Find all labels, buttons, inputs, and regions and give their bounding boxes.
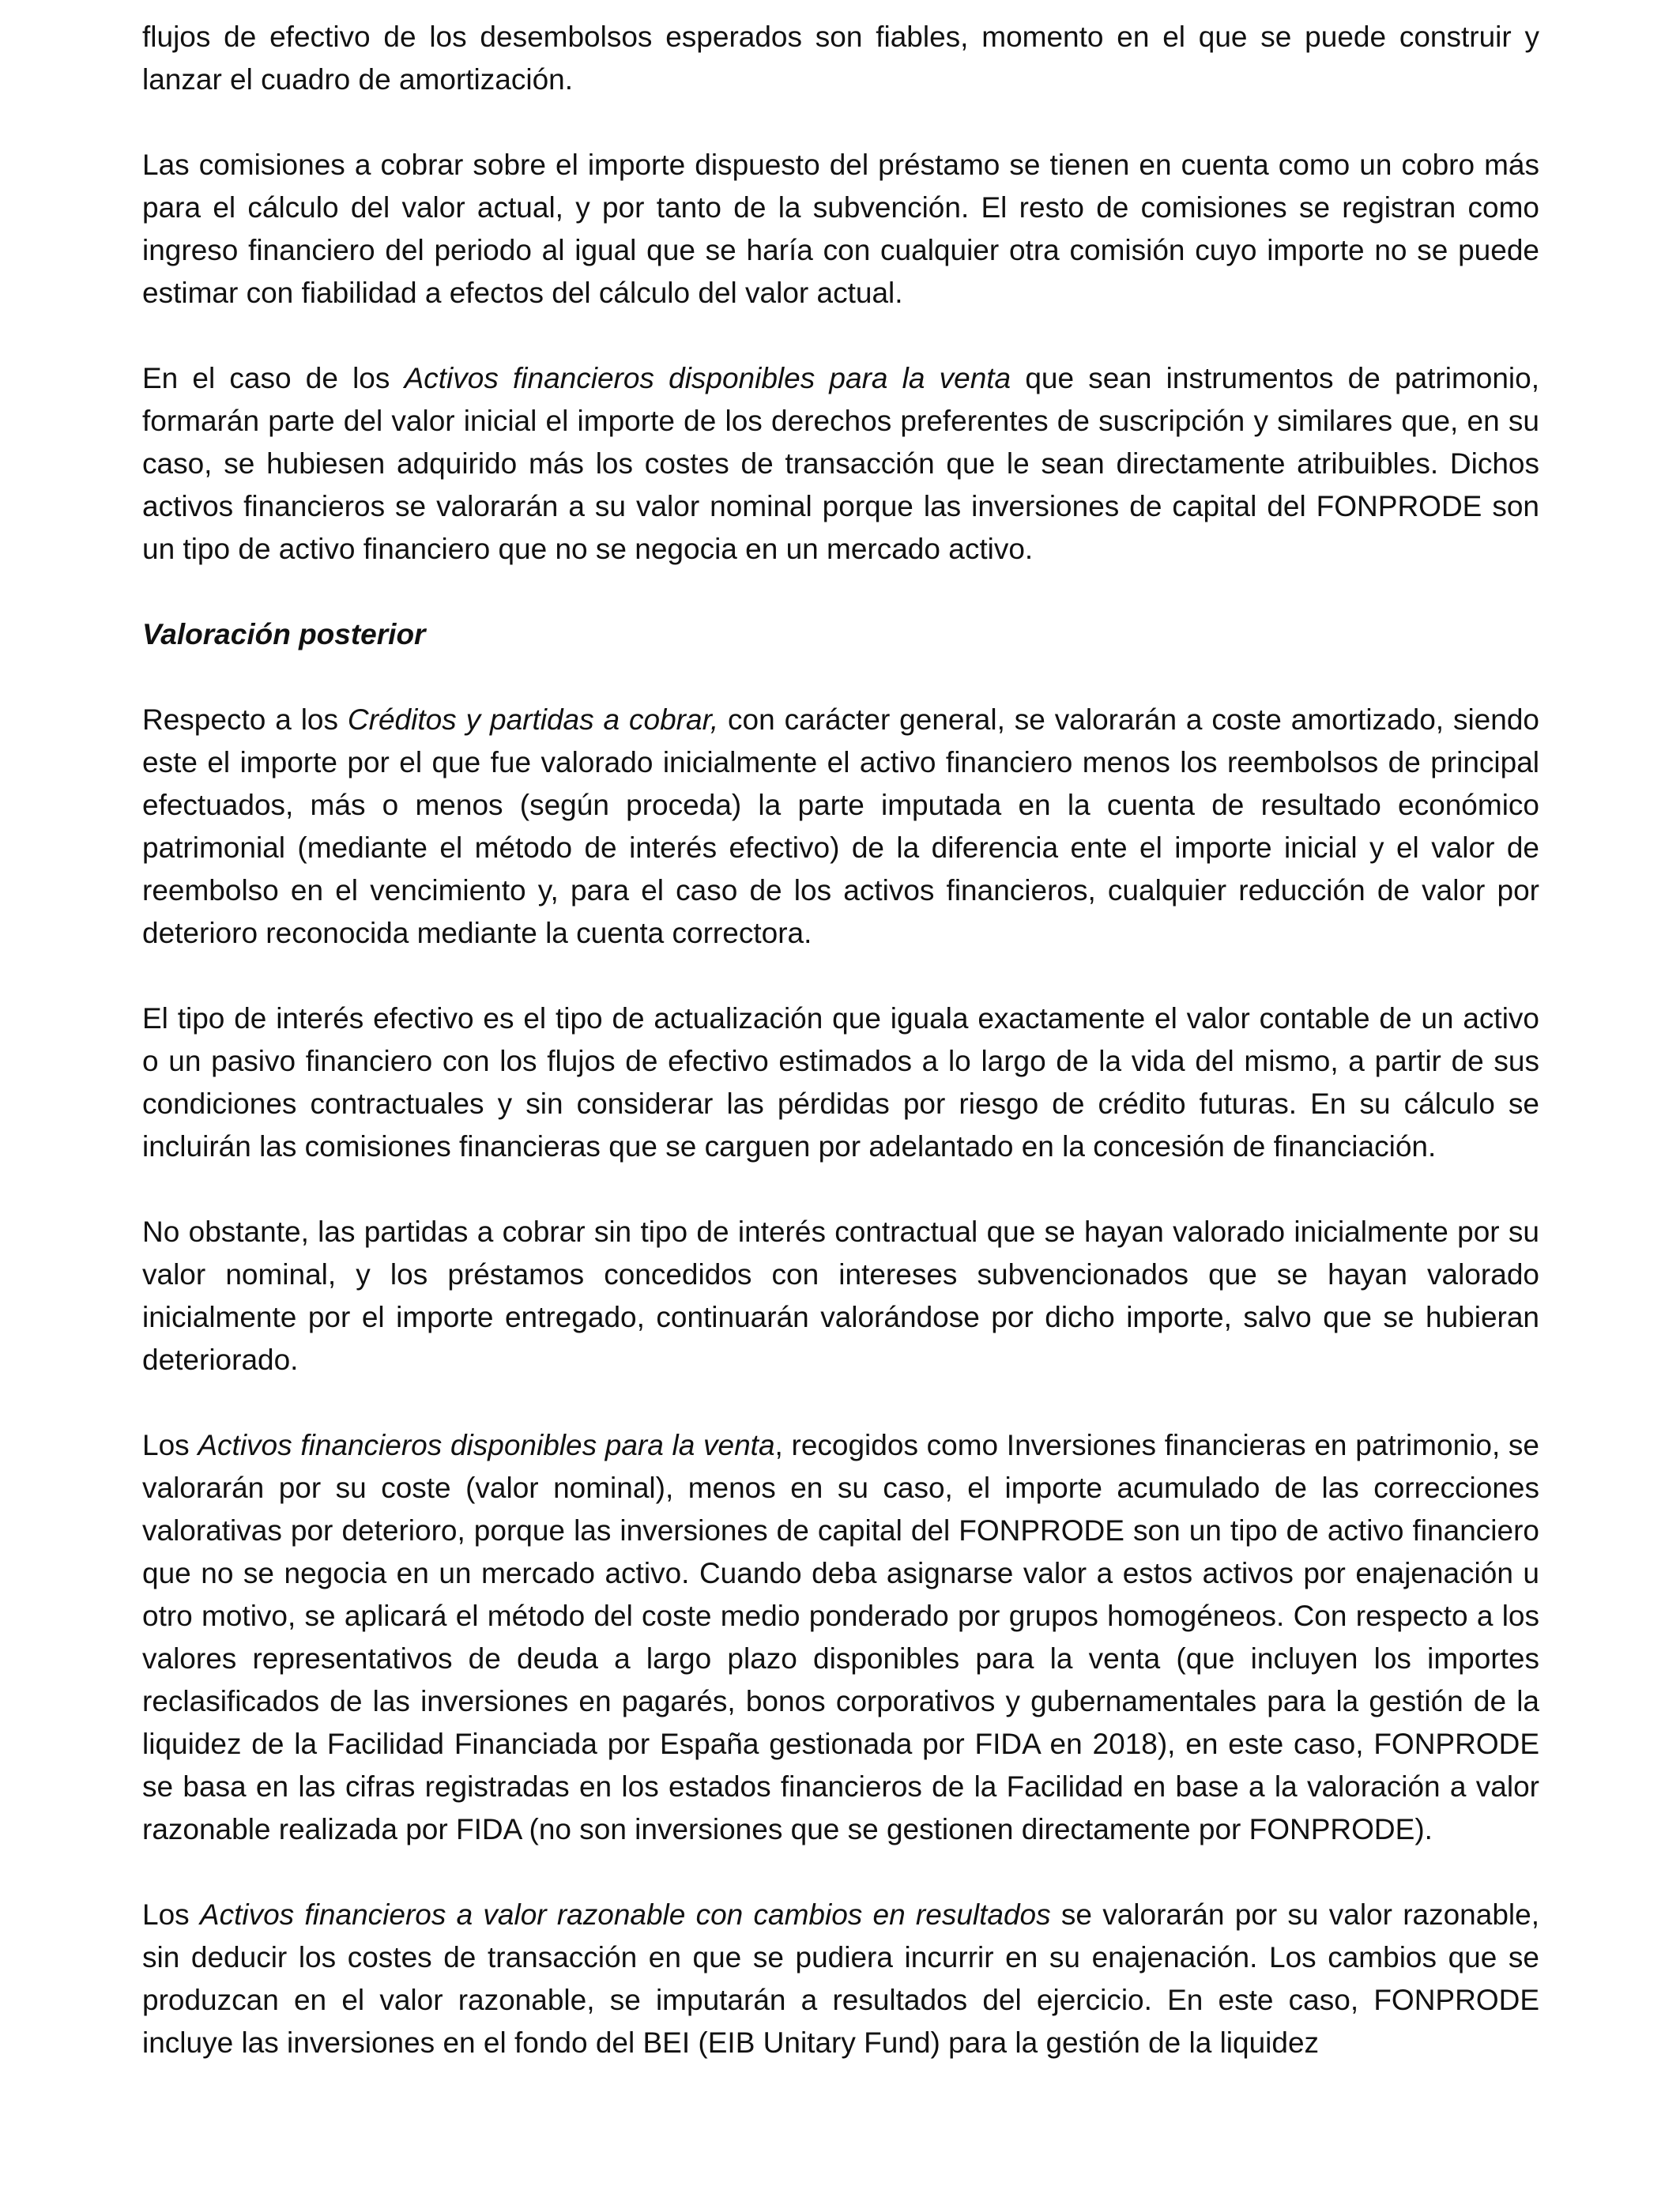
paragraph-7 bbox=[142, 1424, 1539, 1851]
section-heading bbox=[142, 613, 1539, 656]
heading-text: Valoración posterior bbox=[142, 618, 426, 650]
paragraph-8 bbox=[142, 1894, 1539, 2064]
text-segment: Las comisiones a cobrar sobre el importe dispuesto del préstamo se tienen en cuenta como un cobro más para el cálculo del valor actual, y por tanto de la subvención. El resto de comisiones se registran como ingreso financiero del periodo al igual que se haría con cualquier otra comisión cuyo importe no se puede estimar con fiabilidad a efectos del cálculo del valor actual. bbox=[142, 149, 1539, 309]
text-segment: Los bbox=[142, 1429, 198, 1461]
italic-term: Activos financieros disponibles para la venta bbox=[198, 1429, 775, 1461]
text-segment: En el caso de los bbox=[142, 362, 405, 394]
text-segment: con carácter general, se valorarán a coste amortizado, siendo este el importe por el que fue valorado inicialmente el activo financiero menos los reembolsos de principal efectuados, más o menos (según proceda) la parte imputada en la cuenta de resultado económico patrimonial (mediante el método de interés efectivo) de la diferencia ente el importe inicial y el valor de reembolso en el vencimiento y, para el caso de los activos financieros, cualquier reducción de valor por deterioro reconocida mediante la cuenta correctora. bbox=[142, 703, 1539, 949]
paragraph-5 bbox=[142, 997, 1539, 1168]
italic-term: Activos financieros disponibles para la venta bbox=[404, 362, 1011, 394]
paragraph-1 bbox=[142, 16, 1539, 101]
italic-term: Créditos y partidas a cobrar, bbox=[347, 703, 719, 736]
paragraph-4 bbox=[142, 699, 1539, 955]
text-segment: que sean instrumentos de patrimonio, formarán parte del valor inicial el importe de los derechos preferentes de suscripción y similares que, en su caso, se hubiesen adquirido más los costes de transacción que le sean directamente atribuibles. Dichos activos financieros se valorarán a su valor nominal porque las inversiones de capital del FONPRODE son un tipo de activo financiero que no se negocia en un mercado activo. bbox=[142, 362, 1539, 565]
paragraph-2 bbox=[142, 144, 1539, 315]
paragraph-6 bbox=[142, 1211, 1539, 1382]
text-segment: , recogidos como Inversiones financieras en patrimonio, se valorarán por su coste (valor nominal), menos en su caso, el importe acumulado de las correcciones valorativas por deterioro, porque las inversiones de capital del FONPRODE son un tipo de activo financiero que no se negocia en un mercado activo. Cuando deba asignarse valor a estos activos por enajenación u otro motivo, se aplicará el método del coste medio ponderado por grupos homogéneos. Con respecto a los valores representativos de deuda a largo plazo disponibles para la venta (que incluyen los importes reclasificados de las inversiones en pagarés, bonos corporativos y gubernamentales para la gestión de la liquidez de la Facilidad Financiada por España gestionada por FIDA en 2018), en este caso, FONPRODE se basa en las cifras registradas en los estados financieros de la Facilidad en base a la valoración a valor razonable realizada por FIDA (no son inversiones que se gestionen directamente por FONPRODE). bbox=[142, 1429, 1539, 1845]
text-segment: Respecto a los bbox=[142, 703, 348, 736]
text-segment: flujos de efectivo de los desembolsos esperados son fiables, momento en el que se puede construir y lanzar el cuadro de amortización. bbox=[142, 21, 1539, 96]
text-segment: Los bbox=[142, 1898, 200, 1931]
italic-term: Activos financieros a valor razonable con cambios en resultados bbox=[199, 1898, 1051, 1931]
text-segment: se valorarán por su valor razonable, sin deducir los costes de transacción en que se pudiera incurrir en su enajenación. Los cambios que se produzcan en el valor razonable, se imputarán a resultados del ejercicio. En este caso, FONPRODE incluye las inversiones en el fondo del BEI (EIB Unitary Fund) para la gestión de la liquidez bbox=[142, 1898, 1539, 2059]
text-segment: No obstante, las partidas a cobrar sin tipo de interés contractual que se hayan valorado inicialmente por su valor nominal, y los préstamos concedidos con intereses subvencionados que se hayan valorado inicialmente por el importe entregado, continuarán valorándose por dicho importe, salvo que se hubieran deteriorado. bbox=[142, 1216, 1539, 1376]
text-segment: El tipo de interés efectivo es el tipo de actualización que iguala exactamente el valor contable de un activo o un pasivo financiero con los flujos de efectivo estimados a lo largo de la vida del mismo, a partir de sus condiciones contractuales y sin considerar las pérdidas por riesgo de crédito futuras. En su cálculo se incluirán las comisiones financieras que se carguen por adelantado en la concesión de financiación. bbox=[142, 1002, 1539, 1163]
paragraph-3 bbox=[142, 357, 1539, 571]
document-page bbox=[142, 16, 1539, 2107]
